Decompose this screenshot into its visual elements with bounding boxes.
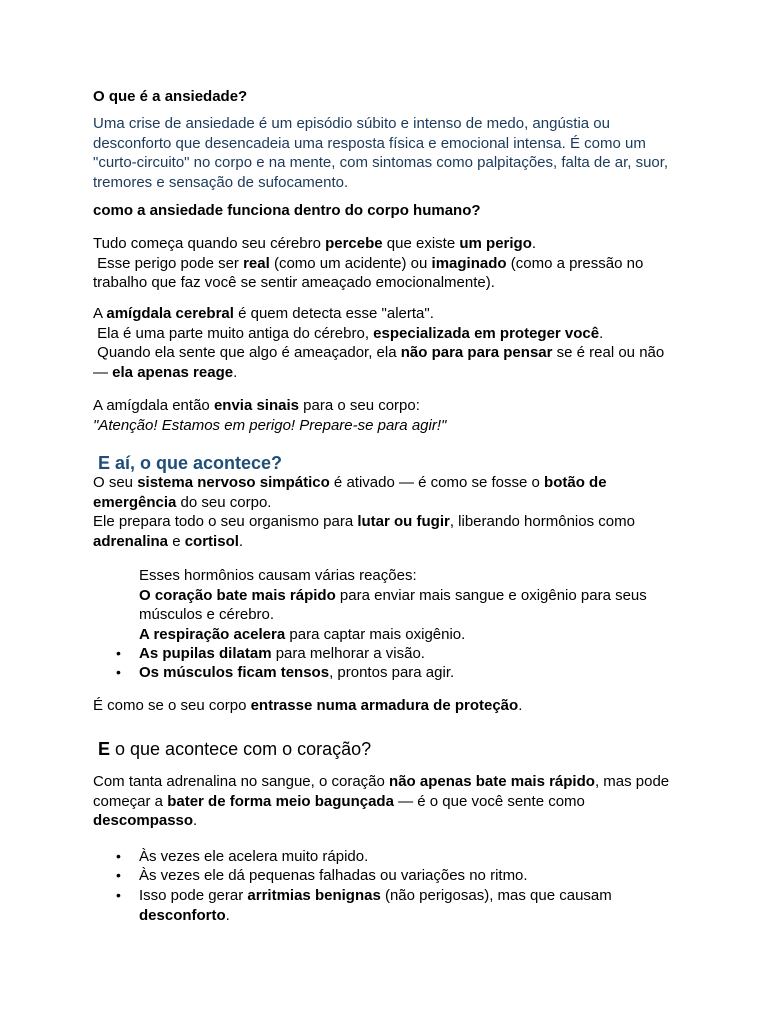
- heading-heart: E o que acontece com o coração?: [98, 739, 372, 759]
- paragraph-hormone-reactions: Esses hormônios causam várias reações: O coração bate mais rápido para enviar mais sangue e oxigênio para seus músculos e cérebro. A respiração acelera para captar mais oxigênio.: [139, 567, 647, 643]
- list-item-skips: Às vezes ele dá pequenas falhadas ou variações no ritmo.: [139, 867, 528, 884]
- paragraph-perception: Tudo começa quando seu cérebro percebe que existe um perigo. Esse perigo pode ser real (como um acidente) ou imaginado (como a pressão no trabalho que faz você se sentir ameaçado emocionalmente).: [93, 235, 644, 291]
- list-item-muscles: Os músculos ficam tensos, prontos para agir.: [139, 664, 455, 681]
- bullet-marker: •: [116, 887, 121, 903]
- anxiety-definition-paragraph: Uma crise de ansiedade é um episódio súbito e intenso de medo, angústia ou desconforto que desencadeia uma resposta física e emocional intensa. É como um "curto-circuito" no corpo e na mente, com sintomas como palpitações, falta de ar, suor, tremores e sensação de sufocamento.: [93, 115, 669, 191]
- list-item-accelerates: Às vezes ele acelera muito rápido.: [139, 848, 369, 865]
- heading-how-anxiety-works: como a ansiedade funciona dentro do corpo humano?: [93, 202, 481, 219]
- bullet-marker: •: [116, 867, 121, 883]
- paragraph-armor: É como se o seu corpo entrasse numa armadura de proteção.: [93, 697, 523, 714]
- bullet-marker: •: [116, 848, 121, 864]
- list-item-arrhythmias: Isso pode gerar arritmias benignas (não perigosas), mas que causam desconforto.: [139, 887, 612, 924]
- heading-what-happens: E aí, o que acontece?: [98, 453, 283, 473]
- bullet-marker: •: [116, 664, 121, 680]
- list-item-pupils: As pupilas dilatam para melhorar a visão.: [139, 645, 425, 662]
- paragraph-amygdala: A amígdala cerebral é quem detecta esse "alerta". Ela é uma parte muito antiga do cérebro, especializada em proteger você. Quando ela sente que algo é ameaçador, ela não para para pensar se é real ou não — ela apenas reage.: [93, 305, 665, 381]
- bullet-marker: •: [116, 645, 121, 661]
- heading-what-is-anxiety: O que é a ansiedade?: [93, 88, 248, 105]
- paragraph-signals: A amígdala então envia sinais para o seu corpo: "Atenção! Estamos em perigo! Prepare-se para agir!": [93, 397, 447, 434]
- paragraph-heart: Com tanta adrenalina no sangue, o coração não apenas bate mais rápido, mas pode começar a bater de forma meio bagunçada — é o que você sente como descompasso.: [93, 773, 670, 829]
- paragraph-sympathetic: O seu sistema nervoso simpático é ativado — é como se fosse o botão de emergência do seu corpo. Ele prepara todo o seu organismo para lutar ou fugir, liberando hormônios como adrenalina e cortisol.: [93, 474, 635, 550]
